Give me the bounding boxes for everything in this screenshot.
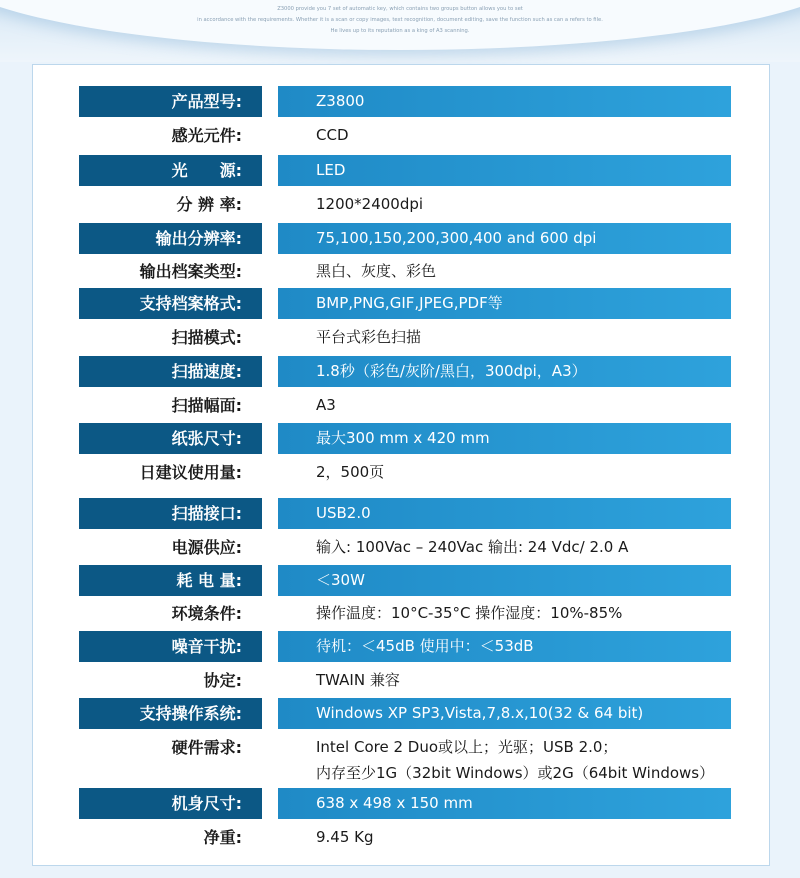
- spec-value-line: 内存至少1G（32bit Windows）或2G（64bit Windows）: [316, 764, 715, 782]
- spec-row-interface: [79, 498, 731, 529]
- spec-value: BMP,PNG,GIF,JPEG,PDF等: [278, 288, 731, 319]
- spec-value: ＜30W: [278, 565, 731, 596]
- spec-value-line: Intel Core 2 Duo或以上；光驱；USB 2.0；: [316, 738, 618, 756]
- spec-value: 75,100,150,200,300,400 and 600 dpi: [278, 223, 731, 254]
- spec-row-paper-size: [79, 423, 731, 454]
- spec-row-protocol: [79, 665, 731, 696]
- spec-label: 光 源:: [79, 155, 262, 186]
- spec-label: 净重:: [203, 828, 242, 847]
- spec-row-hardware: [79, 732, 731, 788]
- spec-row-environment: [79, 598, 731, 629]
- spec-row-daily-volume: [79, 457, 731, 488]
- spec-value: 1200*2400dpi: [316, 195, 424, 213]
- spec-row-os: [79, 698, 731, 729]
- spec-row-weight: [79, 822, 731, 853]
- spec-value: A3: [316, 396, 336, 414]
- intro-line: He lives up to its reputation as a king of A3 scanning.: [330, 28, 470, 34]
- intro-text: [100, 4, 700, 37]
- spec-label: 支持操作系统:: [79, 698, 262, 729]
- spec-label: 产品型号:: [79, 86, 262, 117]
- intro-line: Z3000 provide you 7 set of automatic key, which contains two groups button allows you to set: [277, 6, 523, 12]
- spec-row-output-type: [79, 256, 731, 287]
- spec-label: 日建议使用量:: [139, 463, 242, 482]
- spec-row-scan-mode: [79, 322, 731, 353]
- spec-row-light-source: [79, 155, 731, 186]
- spec-value: Z3800: [278, 86, 731, 117]
- spec-row-scan-speed: [79, 356, 731, 387]
- spec-row-dimensions: [79, 788, 731, 819]
- spec-row-power-supply: [79, 532, 731, 563]
- spec-label: 噪音干扰:: [79, 631, 262, 662]
- spec-value: Windows XP SP3,Vista,7,8.x,10(32 & 64 bit): [278, 698, 731, 729]
- spec-label: 纸张尺寸:: [79, 423, 262, 454]
- spec-label: 电源供应:: [171, 538, 242, 557]
- spec-row-model: [79, 86, 731, 117]
- spec-value: 待机：＜45dB 使用中：＜53dB: [278, 631, 731, 662]
- spec-value: TWAIN 兼容: [316, 671, 400, 689]
- spec-value: 1.8秒（彩色/灰阶/黑白，300dpi，A3）: [278, 356, 731, 387]
- spec-value: USB2.0: [278, 498, 731, 529]
- spec-row-output-resolution: [79, 223, 731, 254]
- spec-label: 扫描速度:: [79, 356, 262, 387]
- spec-value: 输入: 100Vac – 240Vac 输出: 24 Vdc/ 2.0 A: [316, 538, 629, 556]
- spec-label: 协定:: [203, 671, 242, 690]
- spec-label: 支持档案格式:: [79, 288, 262, 319]
- spec-value: 平台式彩色扫描: [316, 328, 422, 346]
- spec-label: 耗 电 量:: [79, 565, 262, 596]
- spec-row-power-consumption: [79, 565, 731, 596]
- spec-label: 输出档案类型:: [139, 262, 242, 281]
- spec-label: 输出分辨率:: [79, 223, 262, 254]
- spec-label: 环境条件:: [171, 604, 242, 623]
- spec-value: 638 x 498 x 150 mm: [278, 788, 731, 819]
- spec-label: 扫描模式:: [171, 328, 242, 347]
- spec-value: CCD: [316, 126, 349, 144]
- spec-row-scan-size: [79, 390, 731, 421]
- spec-value: 操作温度：10°C-35°C 操作湿度：10%-85%: [316, 604, 623, 622]
- spec-value: LED: [278, 155, 731, 186]
- spec-value: 9.45 Kg: [316, 828, 374, 846]
- intro-line: in accordance with the requirements. Whether it is a scan or copy images, text recognition, document editing, save the function such as can a refers to file.: [197, 17, 603, 23]
- spec-row-file-formats: [79, 288, 731, 319]
- spec-label: 硬件需求:: [171, 738, 242, 757]
- spec-row-resolution: [79, 189, 731, 220]
- spec-value-multiline: [278, 732, 731, 790]
- spec-row-sensor: [79, 120, 731, 151]
- spec-value: 黑白、灰度、彩色: [316, 262, 437, 280]
- spec-label: 扫描幅面:: [171, 396, 242, 415]
- spec-label: 扫描接口:: [79, 498, 262, 529]
- spec-label: 分 辨 率:: [176, 195, 242, 214]
- spec-value: 最大300 mm x 420 mm: [278, 423, 731, 454]
- spec-label: 感光元件:: [171, 126, 242, 145]
- spec-value: 2，500页: [316, 463, 385, 481]
- spec-label: 机身尺寸:: [79, 788, 262, 819]
- spec-row-noise: [79, 631, 731, 662]
